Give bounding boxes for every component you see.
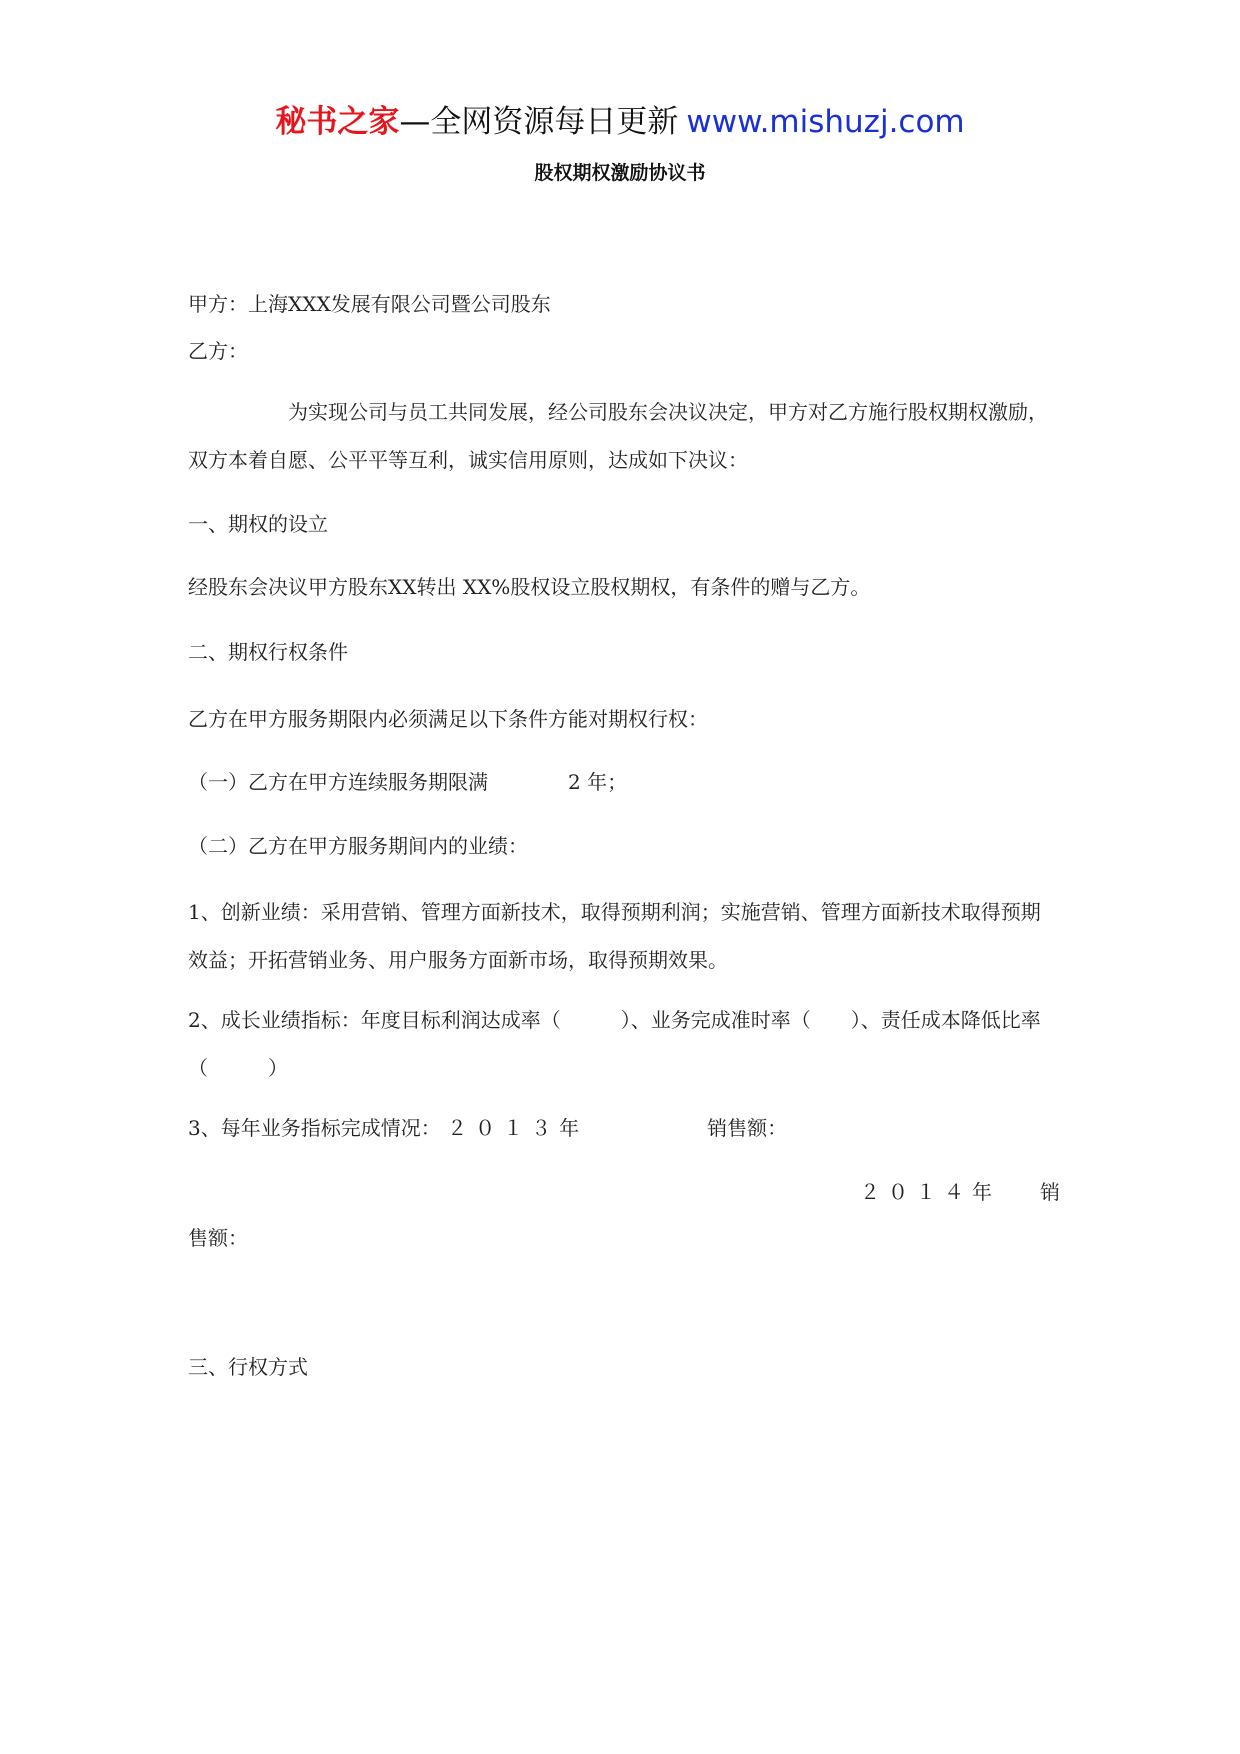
section-3-heading: 三、行权方式 — [188, 1355, 308, 1379]
item-2-part-2: ）、业务完成准时率（ — [620, 1008, 811, 1032]
section-1-body: 经股东会决议甲方股东XX转出 XX%股权设立股权期权，有条件的赠与乙方。 — [188, 575, 871, 599]
item-2-paragraph — [188, 996, 1052, 1092]
condition-2-line: （二）乙方在甲方服务期间内的业绩： — [188, 834, 528, 858]
preamble-paragraph: 为实现公司与员工共同发展，经公司股东会决议决定，甲方对乙方施行股权期权激励，双方本着自愿、公平平等互利，诚实信用原则，达成如下决议： — [188, 400, 1048, 472]
party-a-line: 甲方：上海XXX发展有限公司暨公司股东 — [188, 292, 551, 316]
condition-1-line — [188, 758, 627, 806]
section-2-intro: 乙方在甲方服务期限内必须满足以下条件方能对期权行权： — [188, 707, 708, 731]
item-3-line — [188, 1104, 787, 1152]
item-2-part-4: ） — [268, 1056, 288, 1080]
section-2-heading: 二、期权行权条件 — [188, 640, 348, 664]
condition-1-value: 2 年； — [568, 770, 628, 794]
item-3-year-2014: ２０１４年 — [860, 1180, 1000, 1204]
item-3-sales-2013: 销售额： — [707, 1116, 788, 1140]
banner-url-link[interactable]: www.mishuzj.com — [686, 104, 965, 140]
item-3-sales-2014-start: 销 — [1040, 1180, 1062, 1204]
item-1-paragraph: 1、创新业绩：采用营销、管理方面新技术，取得预期利润；实施营销、管理方面新技术取得预期效益；开拓营销业务、用户服务方面新市场，取得预期效果。 — [188, 900, 1041, 972]
party-b-line: 乙方： — [188, 339, 248, 363]
banner-dash: — — [399, 104, 431, 140]
item-3-label: 3、每年业务指标完成情况： — [188, 1116, 441, 1140]
banner-brand: 秘书之家 — [275, 104, 400, 140]
section-1-heading: 一、期权的设立 — [188, 512, 328, 536]
document-title: 股权期权激励协议书 — [534, 162, 706, 184]
condition-1-text: （一）乙方在甲方连续服务期限满 — [188, 770, 488, 794]
site-banner — [0, 100, 1240, 144]
item-3-year-2013: ２０１３年 — [447, 1116, 588, 1140]
banner-slogan: 全网资源每日更新 — [430, 104, 679, 140]
item-2-part-3: ）、责任成本降低比率（ — [188, 1008, 1041, 1080]
item-3-line-2014 — [860, 1168, 1062, 1216]
item-2-part-1: 2、成长业绩指标：年度目标利润达成率（ — [188, 1008, 561, 1032]
item-3-sales-2014-end: 售额： — [188, 1226, 248, 1250]
